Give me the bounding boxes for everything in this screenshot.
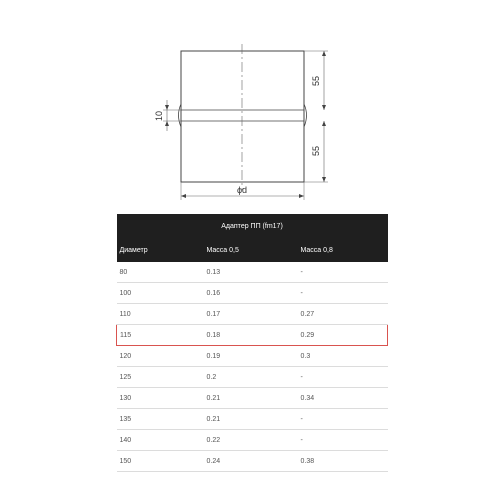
- cell-mass-08: -: [298, 430, 388, 451]
- dim-label-groove: 10: [154, 110, 164, 122]
- cell-diameter: 135: [117, 409, 204, 430]
- cell-mass-05: 0.2: [204, 367, 298, 388]
- cell-diameter: 110: [117, 304, 204, 325]
- table-row: [117, 451, 388, 472]
- header-mass-08: Масса 0,8: [298, 238, 388, 262]
- cell-mass-08: 0.27: [298, 304, 388, 325]
- table-row-highlighted: [117, 325, 388, 346]
- table-title: Адаптер ПП (fm17): [117, 214, 388, 238]
- table-header-row: [117, 238, 388, 262]
- technical-drawing: [0, 0, 500, 210]
- cell-diameter: 140: [117, 430, 204, 451]
- cell-mass-08: -: [298, 367, 388, 388]
- cell-mass-05: 0.17: [204, 304, 298, 325]
- table-row: [117, 367, 388, 388]
- table-row: [117, 262, 388, 283]
- cell-mass-05: 0.24: [204, 451, 298, 472]
- table-title-row: [117, 214, 388, 238]
- header-mass-05: Масса 0,5: [204, 238, 298, 262]
- cell-mass-05: 0.21: [204, 409, 298, 430]
- spec-table: [116, 214, 388, 472]
- dim-label-diameter: ϕd: [236, 185, 248, 195]
- cell-mass-05: 0.13: [204, 262, 298, 283]
- cell-diameter: 100: [117, 283, 204, 304]
- cell-mass-08: -: [298, 409, 388, 430]
- cell-mass-05: 0.18: [204, 325, 298, 346]
- cell-mass-08: 0.38: [298, 451, 388, 472]
- table-row: [117, 283, 388, 304]
- table-row: [117, 304, 388, 325]
- cell-diameter: 125: [117, 367, 204, 388]
- cell-mass-05: 0.19: [204, 346, 298, 367]
- header-diameter: Диаметр: [117, 238, 204, 262]
- cell-mass-08: -: [298, 262, 388, 283]
- cell-mass-05: 0.22: [204, 430, 298, 451]
- table-row: [117, 409, 388, 430]
- cell-diameter: 130: [117, 388, 204, 409]
- adapter-outline: [181, 51, 304, 182]
- table-row: [117, 388, 388, 409]
- cell-diameter: 150: [117, 451, 204, 472]
- cell-diameter: 120: [117, 346, 204, 367]
- cell-mass-08: 0.29: [298, 325, 388, 346]
- cell-mass-08: 0.3: [298, 346, 388, 367]
- table-row: [117, 346, 388, 367]
- cell-mass-05: 0.16: [204, 283, 298, 304]
- dim-label-bottom: 55: [311, 145, 321, 157]
- cell-diameter: 80: [117, 262, 204, 283]
- table-row: [117, 430, 388, 451]
- dim-label-top: 55: [311, 75, 321, 87]
- cell-mass-05: 0.21: [204, 388, 298, 409]
- cell-mass-08: -: [298, 283, 388, 304]
- cell-diameter: 115: [117, 325, 204, 346]
- cell-mass-08: 0.34: [298, 388, 388, 409]
